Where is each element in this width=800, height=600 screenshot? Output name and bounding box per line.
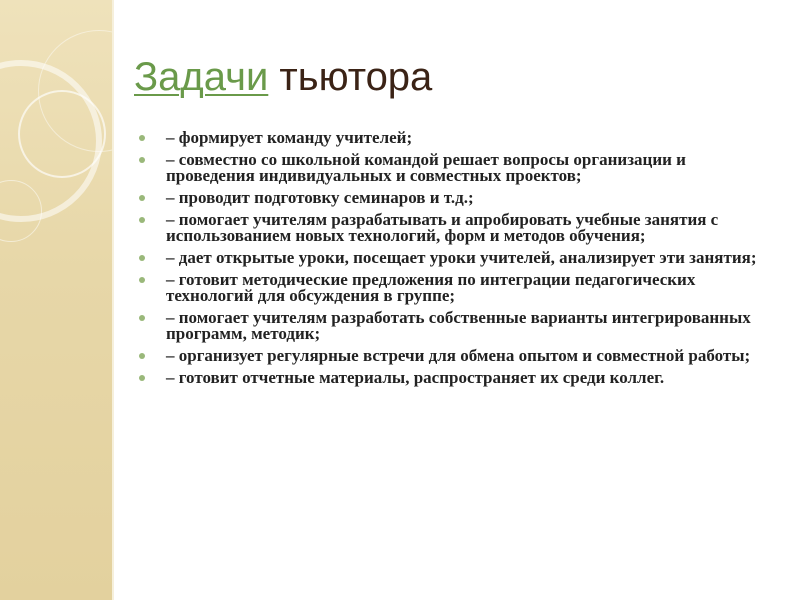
bullet-dot-icon: [139, 375, 145, 381]
panel-divider: [112, 0, 114, 600]
bullet-item: [134, 130, 764, 146]
slide-title-rest: тьютора: [268, 55, 433, 99]
bullet-item: [134, 152, 764, 184]
bullet-text: – организует регулярные встречи для обмена опытом и совместной работы;: [166, 346, 751, 365]
bullet-item: [134, 190, 764, 206]
bullet-item: [134, 370, 764, 386]
bullet-text: – проводит подготовку семинаров и т.д.;: [166, 188, 474, 207]
bullet-dot-icon: [139, 353, 145, 359]
bullet-text: – формирует команду учителей;: [166, 128, 413, 147]
decorative-side-panel: [0, 0, 112, 600]
bullet-item: [134, 348, 764, 364]
bullet-text: – совместно со школьной командой решает вопросы организации и проведения индивидуальных и совместных проектов;: [166, 150, 686, 185]
bullet-dot-icon: [139, 217, 145, 223]
bullet-text: – помогает учителям разрабатывать и апробировать учебные занятия с использованием новых технологий, форм и методов обучения;: [166, 210, 719, 245]
bullet-item: [134, 250, 764, 266]
bullet-dot-icon: [139, 277, 145, 283]
bullet-list: [134, 130, 764, 392]
slide-title: [134, 54, 432, 100]
bullet-dot-icon: [139, 315, 145, 321]
slide-title-accent: Задачи: [134, 55, 269, 99]
bullet-dot-icon: [139, 157, 145, 163]
bullet-dot-icon: [139, 135, 145, 141]
bullet-item: [134, 310, 764, 342]
bullet-text: – дает открытые уроки, посещает уроки учителей, анализирует эти занятия;: [166, 248, 757, 267]
bullet-text: – готовит методические предложения по интеграции педагогических технологий для обсуждения в группе;: [166, 270, 696, 305]
bullet-text: – готовит отчетные материалы, распространяет их среди коллег.: [166, 368, 665, 387]
bullet-item: [134, 272, 764, 304]
bullet-item: [134, 212, 764, 244]
bullet-dot-icon: [139, 195, 145, 201]
bullet-text: – помогает учителям разработать собственные варианты интегрированных программ, методик;: [166, 308, 751, 343]
bullet-dot-icon: [139, 255, 145, 261]
